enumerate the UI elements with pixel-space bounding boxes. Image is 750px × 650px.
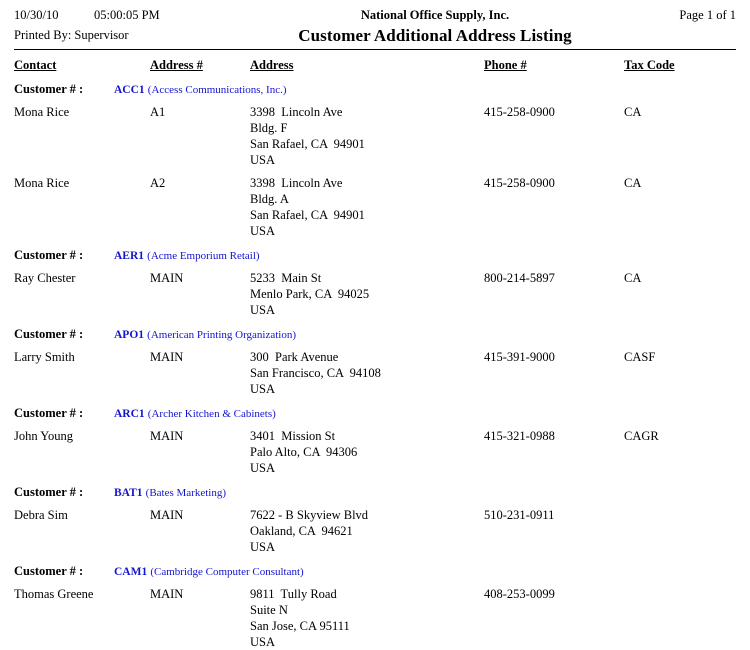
address-line: USA — [250, 635, 276, 649]
company-name: National Office Supply, Inc. — [360, 8, 510, 22]
header-divider — [14, 49, 736, 50]
cell-address-num: MAIN — [150, 350, 184, 364]
table-row — [14, 104, 736, 168]
column-headers — [14, 58, 736, 73]
column-header-address — [250, 58, 484, 73]
address-line: Menlo Park, CA 94025 — [250, 287, 370, 301]
address-line: Palo Alto, CA 94306 — [250, 445, 358, 459]
cell-address-num: A1 — [150, 105, 166, 119]
cell-tax-code: CA — [624, 176, 642, 190]
address-line: 300 Park Avenue — [250, 350, 339, 364]
address-line: Bldg. A — [250, 192, 289, 206]
customer-label: Customer # : — [14, 485, 84, 499]
address-line: 3398 Lincoln Ave — [250, 176, 343, 190]
cell-phone: 415-391-9000 — [484, 350, 555, 364]
cell-address-num: MAIN — [150, 271, 184, 285]
address-line: 5233 Main St — [250, 271, 322, 285]
cell-contact: Debra Sim — [14, 508, 68, 522]
cell-phone: 415-321-0988 — [484, 429, 555, 443]
column-header-phone-label: Phone # — [484, 58, 527, 72]
table-row — [14, 349, 736, 397]
customer-code: CAM1 — [114, 566, 148, 578]
address-line: USA — [250, 461, 276, 475]
column-header-tax-code-label: Tax Code — [624, 58, 675, 72]
customer-code: AER1 — [114, 250, 145, 262]
customer-label: Customer # : — [14, 327, 84, 341]
header-datetime — [14, 8, 244, 23]
address-line: USA — [250, 153, 276, 167]
customer-group-header — [14, 327, 736, 342]
address-line: 3398 Lincoln Ave — [250, 105, 343, 119]
address-line: Suite N — [250, 603, 288, 617]
cell-contact: John Young — [14, 429, 74, 443]
customer-code-name[interactable] — [114, 564, 304, 579]
cell-address — [250, 104, 484, 168]
customer-label: Customer # : — [14, 248, 84, 262]
cell-contact: Mona Rice — [14, 105, 70, 119]
customer-code-name[interactable] — [114, 82, 286, 97]
address-line: USA — [250, 224, 276, 238]
customer-label: Customer # : — [14, 564, 84, 578]
customer-code: ACC1 — [114, 84, 145, 96]
cell-address-num: MAIN — [150, 429, 184, 443]
customer-label: Customer # : — [14, 406, 84, 420]
address-line: USA — [250, 382, 276, 396]
column-header-phone — [484, 58, 624, 73]
address-line: Oakland, CA 94621 — [250, 524, 353, 538]
cell-phone: 510-231-0911 — [484, 508, 555, 522]
cell-tax-code: CA — [624, 271, 642, 285]
table-row — [14, 428, 736, 476]
cell-address — [250, 175, 484, 239]
cell-address-num: MAIN — [150, 508, 184, 522]
report-title: Customer Additional Address Listing — [298, 26, 572, 45]
customer-code: ARC1 — [114, 408, 145, 420]
customer-name: (Cambridge Computer Consultant) — [150, 566, 304, 578]
table-row — [14, 175, 736, 239]
customer-group-header — [14, 564, 736, 579]
report-time: 05:00:05 PM — [94, 8, 160, 22]
address-line: San Jose, CA 95111 — [250, 619, 350, 633]
cell-tax-code: CASF — [624, 350, 656, 364]
column-header-address-num — [150, 58, 250, 73]
cell-address-num: MAIN — [150, 587, 184, 601]
address-line: Bldg. F — [250, 121, 288, 135]
customer-code: APO1 — [114, 329, 145, 341]
cell-tax-code: CAGR — [624, 429, 659, 443]
address-line: San Rafael, CA 94901 — [250, 208, 365, 222]
customer-name: (Bates Marketing) — [145, 487, 227, 499]
customer-name: (Access Communications, Inc.) — [147, 84, 287, 96]
address-line: USA — [250, 540, 276, 554]
cell-contact: Thomas Greene — [14, 587, 94, 601]
cell-address — [250, 428, 484, 476]
cell-phone: 800-214-5897 — [484, 271, 555, 285]
customer-group-header — [14, 248, 736, 263]
customer-group-header — [14, 82, 736, 97]
column-header-contact-label: Contact — [14, 58, 57, 72]
address-line: 9811 Tully Road — [250, 587, 337, 601]
cell-phone: 415-258-0900 — [484, 176, 555, 190]
header-left — [14, 8, 244, 43]
customer-code-name[interactable] — [114, 248, 260, 263]
cell-address — [250, 507, 484, 555]
header-center — [244, 8, 626, 43]
table-row — [14, 586, 736, 650]
cell-address-num: A2 — [150, 176, 166, 190]
table-row — [14, 270, 736, 318]
table-row — [14, 507, 736, 555]
cell-address — [250, 270, 484, 318]
address-line: San Rafael, CA 94901 — [250, 137, 365, 151]
column-header-contact — [14, 58, 150, 73]
customer-group-header — [14, 485, 736, 500]
address-line: USA — [250, 303, 276, 317]
column-header-address-num-label: Address # — [150, 58, 203, 72]
cell-phone: 408-253-0099 — [484, 587, 555, 601]
customer-group-header — [14, 406, 736, 421]
page-number: Page 1 of 1 — [679, 8, 736, 22]
address-line: 7622 - B Skyview Blvd — [250, 508, 369, 522]
customer-label: Customer # : — [14, 82, 84, 96]
cell-contact: Mona Rice — [14, 176, 70, 190]
cell-contact: Ray Chester — [14, 271, 76, 285]
customer-code-name[interactable] — [114, 485, 226, 500]
cell-address — [250, 586, 484, 650]
column-header-address-label: Address — [250, 58, 294, 72]
report-header — [14, 8, 736, 43]
customer-code: BAT1 — [114, 487, 143, 499]
report-date: 10/30/10 — [14, 8, 59, 22]
report-body — [14, 82, 736, 650]
customer-code-name[interactable] — [114, 406, 276, 421]
cell-contact: Larry Smith — [14, 350, 75, 364]
cell-tax-code: CA — [624, 105, 642, 119]
cell-address — [250, 349, 484, 397]
cell-phone: 415-258-0900 — [484, 105, 555, 119]
column-header-tax-code — [624, 58, 714, 73]
printed-by: Printed By: Supervisor — [14, 28, 129, 42]
customer-code-name[interactable] — [114, 327, 296, 342]
address-line: San Francisco, CA 94108 — [250, 366, 381, 380]
address-line: 3401 Mission St — [250, 429, 336, 443]
customer-name: (American Printing Organization) — [147, 329, 297, 341]
customer-name: (Acme Emporium Retail) — [147, 250, 260, 262]
customer-name: (Archer Kitchen & Cabinets) — [147, 408, 276, 420]
